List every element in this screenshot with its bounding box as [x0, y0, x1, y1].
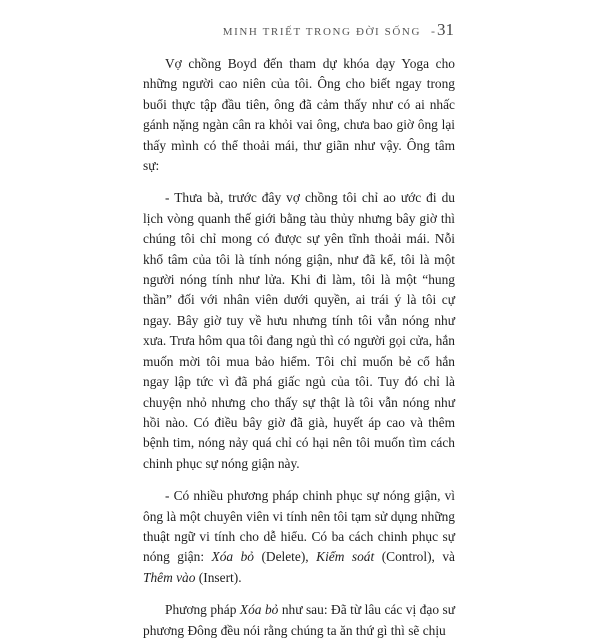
- label-insert: (Insert).: [195, 569, 242, 585]
- paragraph-4-start: Phương pháp: [165, 602, 240, 618]
- paragraph-4-rest: như sau: Đã từ lâu các vị đạo sư phương Đông đều nói rằng chúng ta ăn thứ gì thì sẽ chịu: [143, 602, 455, 638]
- label-delete: (Delete),: [253, 549, 317, 565]
- term-insert: Thêm vào: [143, 569, 196, 585]
- paragraph-4-term: Xóa bỏ: [239, 602, 279, 618]
- paragraph-3: [143, 486, 455, 588]
- paragraph-1: Vợ chồng Boyd đến tham dự khóa dạy Yoga cho những người cao niên của tôi. Ông cho biết ngay trong buổi thực tập đầu tiên, ông đã cảm thấy như có ai nhấc gánh nặng ngàn cân ra khỏi vai ông, chưa bao giờ ông lại thấy mình có thể thoải mái, thư giãn như vậy. Ông tâm sự:: [143, 56, 455, 174]
- paragraph-2: - Thưa bà, trước đây vợ chồng tôi chỉ ao ước đi du lịch vòng quanh thế giới bằng tàu thủy nhưng bây giờ thì chúng tôi chỉ mong có được sự yên tĩnh thoải mái. Nỗi khổ tâm của tôi là tính nóng giận, như đã kể, tôi là một người nóng tính như lửa. Khi đi làm, tôi là một “hung thần” đối với nhân viên dưới quyền, ai trái ý là tôi cự ngay. Bây giờ tuy về hưu nhưng tính tôi vẫn nóng như xưa. Trưa hôm qua tôi đang ngủ thì có người gọi cửa, hắn muốn mời tôi mua bảo hiểm. Tôi chỉ muốn bẻ cổ hắn ngay lập tức vì đã phá giấc ngủ của tôi. Tuy đó chỉ là chuyện nhỏ nhưng cho thấy sự thật là tôi vẫn nóng như hồi nào. Có điều bây giờ đã già, huyết áp cao và thêm bệnh tim, nóng nảy quá chỉ có hại nên tôi muốn tìm cách chinh phục sự nóng giận này.: [143, 190, 455, 471]
- running-title: MINH TRIẾT TRONG ĐỜI SỐNG: [222, 26, 421, 38]
- page-number: 31: [437, 20, 454, 39]
- header-separator: -: [431, 24, 435, 38]
- term-delete: Xóa bỏ: [211, 549, 254, 565]
- page-header: [223, 20, 454, 40]
- paragraph-3-intro: - Có nhiều phương pháp chinh phục sự nóng giận, vì ông là một chuyên viên vi tính nên tôi tạm sử dụng những thuật ngữ vi tính cho dễ hiểu. Có ba cách chinh phục sự nóng giận:: [143, 488, 455, 565]
- paragraph-4: [143, 600, 455, 641]
- label-control: (Control), và: [374, 549, 455, 565]
- body-text: [143, 54, 455, 641]
- term-control: Kiểm soát: [316, 549, 375, 565]
